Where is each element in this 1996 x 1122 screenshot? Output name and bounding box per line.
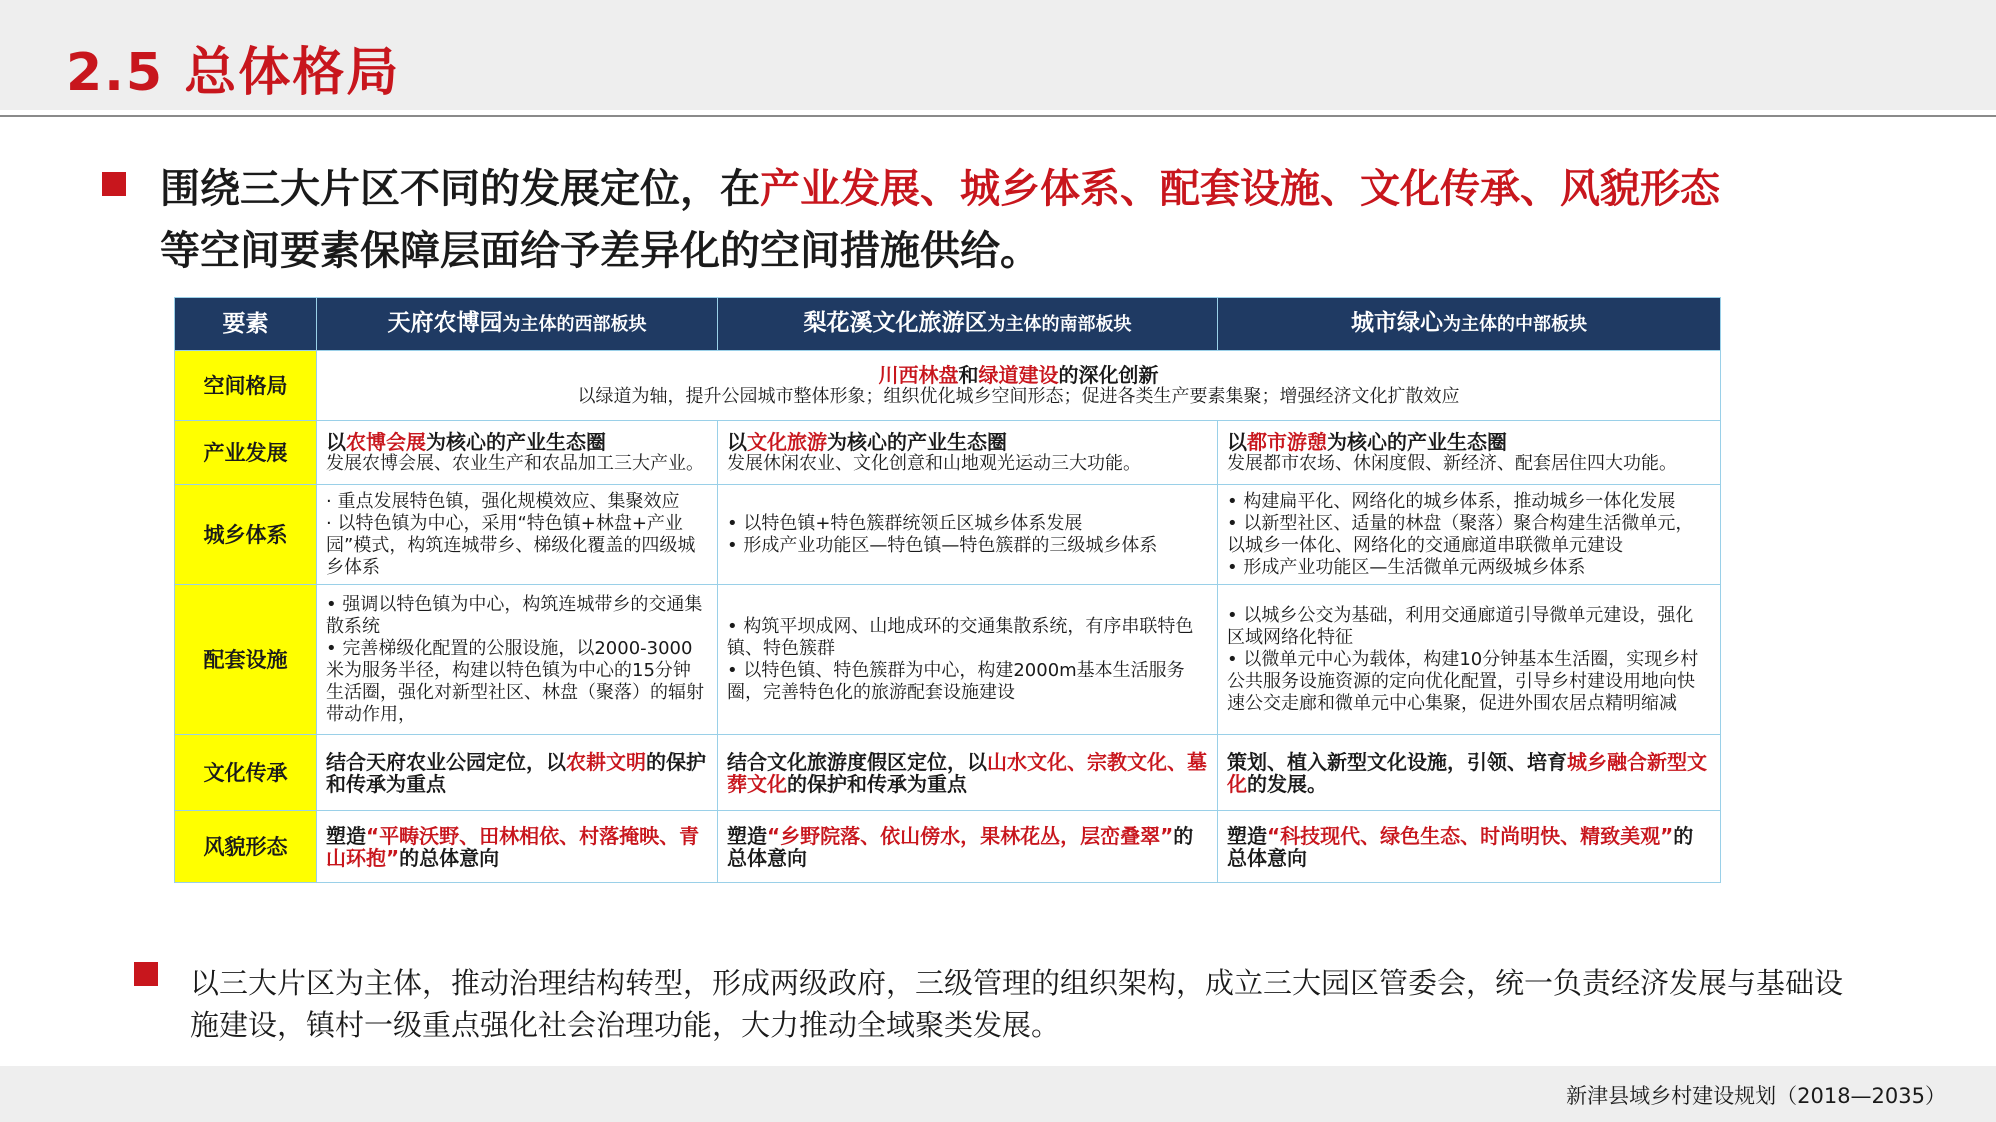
table-row xyxy=(175,485,1721,585)
industry-central-pre: 以 xyxy=(1227,429,1247,454)
system-central-line3: • 形成产业功能区—生活微单元两级城乡体系 xyxy=(1227,556,1586,578)
culture-west xyxy=(317,735,718,811)
facility-west xyxy=(317,585,718,735)
system-south-line1: • 以特色镇+特色簇群统领丘区城乡体系发展 xyxy=(727,512,1083,534)
industry-central-desc: 发展都市农场、休闲度假、新经济、配套居住四大功能。 xyxy=(1227,452,1677,474)
header-south xyxy=(718,298,1218,351)
header-central xyxy=(1218,298,1721,351)
system-west xyxy=(317,485,718,585)
culture-west-pre: 结合天府农业公园定位，以 xyxy=(326,749,566,774)
appearance-west xyxy=(317,811,718,883)
culture-south-pre: 结合文化旅游度假区定位，以 xyxy=(727,749,987,774)
header-west-main: 天府农博园 xyxy=(387,310,503,336)
culture-west-post: 的保护和传承为重点 xyxy=(326,749,706,796)
table-header-row xyxy=(175,298,1721,351)
appearance-west-pre: 塑造 xyxy=(326,823,366,848)
industry-south-pre: 以 xyxy=(727,429,747,454)
industry-central xyxy=(1218,421,1721,485)
appearance-central-pre: 塑造 xyxy=(1227,823,1267,848)
culture-central xyxy=(1218,735,1721,811)
row-head-culture: 文化传承 xyxy=(175,735,317,811)
appearance-central-post: 的总体意向 xyxy=(1227,823,1694,870)
industry-south-post: 为核心的产业生态圈 xyxy=(827,429,1007,454)
header-element-label: 要素 xyxy=(222,311,269,337)
industry-west-desc: 发展农博会展、农业生产和农品加工三大产业。 xyxy=(326,452,704,474)
row-head-appearance: 风貌形态 xyxy=(175,811,317,883)
industry-south-key: 文化旅游 xyxy=(747,429,827,454)
industry-west xyxy=(317,421,718,485)
facility-west-line2: • 完善梯级化配置的公服设施，以2000-3000米为服务半径，构建以特色镇为中心的15分钟生活圈，强化对新型社区、林盘（聚落）的辐射带动作用， xyxy=(326,637,704,725)
header-south-sub: 为主体的南部板块 xyxy=(987,314,1132,335)
table-row xyxy=(175,585,1721,735)
spatial-title xyxy=(326,364,1711,386)
row-head-urban-rural: 城乡体系 xyxy=(175,485,317,585)
culture-south-key: 山水文化、宗教文化、墓葬文化 xyxy=(727,749,1207,796)
appearance-west-key: “平畴沃野、田林相依、村落掩映、青山环抱” xyxy=(326,823,700,870)
footer-caption: 新津县域乡村建设规划（2018—2035） xyxy=(1566,1084,1946,1108)
appearance-west-post: 的总体意向 xyxy=(399,845,500,870)
header-central-main: 城市绿心 xyxy=(1351,310,1443,336)
spatial-title-b: 和 xyxy=(958,362,979,387)
header-west-sub: 为主体的西部板块 xyxy=(502,314,647,335)
system-west-line1: · 重点发展特色镇，强化规模效应、集聚效应 xyxy=(326,490,680,512)
intro-text-start: 围绕三大片区不同的发展定位，在 xyxy=(160,166,760,212)
culture-west-key: 农耕文明 xyxy=(566,749,646,774)
spatial-desc: 以绿道为轴，提升公园城市整体形象；组织优化城乡空间形态；促进各类生产要素集聚；增强经济文化扩散效应 xyxy=(577,385,1460,407)
bottom-paragraph: 以三大片区为主体，推动治理结构转型，形成两级政府，三级管理的组织架构，成立三大园区管委会，统一负责经济发展与基础设施建设，镇村一级重点强化社会治理功能，大力推动全域聚类发展。 xyxy=(190,966,1844,1042)
table-row xyxy=(175,421,1721,485)
spatial-title-a: 川西林盘 xyxy=(878,362,959,387)
industry-south xyxy=(718,421,1218,485)
square-bullet-icon xyxy=(134,962,158,986)
header-central-sub: 为主体的中部板块 xyxy=(1443,314,1587,335)
facility-south xyxy=(718,585,1218,735)
table-row xyxy=(175,811,1721,883)
row-head-facilities: 配套设施 xyxy=(175,585,317,735)
appearance-central-key: “科技现代、绿色生态、时尚明快、精致美观” xyxy=(1267,823,1674,848)
intro-highlight: 产业发展、城乡体系、配套设施、文化传承、风貌形态 xyxy=(760,166,1720,212)
planning-table xyxy=(174,297,1721,883)
header-west xyxy=(317,298,718,351)
appearance-south-post: 的总体意向 xyxy=(727,823,1194,870)
system-south xyxy=(718,485,1218,585)
table-row xyxy=(175,351,1721,421)
culture-central-key: 城乡融合新型文化 xyxy=(1227,749,1707,796)
square-bullet-icon xyxy=(102,172,126,196)
appearance-south-key: “乡野院落、依山傍水，果林花丛，层峦叠翠” xyxy=(767,823,1174,848)
appearance-south xyxy=(718,811,1218,883)
industry-west-pre: 以 xyxy=(326,429,346,454)
page-title: 2.5 总体格局 xyxy=(66,43,401,103)
row-head-spatial: 空间格局 xyxy=(175,351,317,421)
industry-central-key: 都市游憩 xyxy=(1247,429,1327,454)
appearance-south-pre: 塑造 xyxy=(727,823,767,848)
facility-west-line1: • 强调以特色镇为中心，构筑连城带乡的交通集散系统 xyxy=(326,593,703,637)
facility-central xyxy=(1218,585,1721,735)
industry-west-title xyxy=(326,431,708,453)
culture-south-post: 的保护和传承为重点 xyxy=(787,771,967,796)
spatial-title-c: 绿道建设 xyxy=(978,362,1059,387)
facility-south-line2: • 以特色镇、特色簇群为中心，构建2000m基本生活服务圈，完善特色化的旅游配套设施建设 xyxy=(727,659,1185,703)
spatial-title-d: 的深化创新 xyxy=(1058,362,1159,387)
header-divider xyxy=(0,115,1996,117)
culture-central-pre: 策划、植入新型文化设施，引领、培育 xyxy=(1227,749,1567,774)
industry-central-post: 为核心的产业生态圈 xyxy=(1327,429,1507,454)
row-head-industry: 产业发展 xyxy=(175,421,317,485)
industry-south-desc: 发展休闲农业、文化创意和山地观光运动三大功能。 xyxy=(727,452,1141,474)
system-central xyxy=(1218,485,1721,585)
system-central-line1: • 构建扁平化、网络化的城乡体系，推动城乡一体化发展 xyxy=(1227,490,1676,512)
industry-west-post: 为核心的产业生态圈 xyxy=(426,429,606,454)
header-element xyxy=(175,298,317,351)
system-west-line2: · 以特色镇为中心，采用“特色镇+林盘+产业园”模式，构筑连城带乡、梯级化覆盖的四级城乡体系 xyxy=(326,512,696,578)
system-central-line2: • 以新型社区、适量的林盘（聚落）聚合构建生活微单元，以城乡一体化、网络化的交通廊道串联微单元建设 xyxy=(1227,512,1694,556)
culture-central-post: 的发展。 xyxy=(1247,771,1327,796)
appearance-central xyxy=(1218,811,1721,883)
industry-south-title xyxy=(727,431,1208,453)
spatial-pattern-cell xyxy=(317,351,1721,421)
culture-south xyxy=(718,735,1218,811)
facility-central-line1: • 以城乡公交为基础，利用交通廊道引导微单元建设，强化区域网络化特征 xyxy=(1227,604,1694,648)
industry-central-title xyxy=(1227,431,1711,453)
intro-paragraph xyxy=(160,158,1860,282)
header-south-main: 梨花溪文化旅游区 xyxy=(803,310,988,336)
facility-south-line1: • 构筑平坝成网、山地成环的交通集散系统，有序串联特色镇、特色簇群 xyxy=(727,615,1194,659)
facility-central-line2: • 以微单元中心为载体，构建10分钟基本生活圈，实现乡村公共服务设施资源的定向优化配置，引导乡村建设用地向快速公交走廊和微单元中心集聚，促进外围农居点精明缩减 xyxy=(1227,648,1699,714)
system-south-line2: • 形成产业功能区—特色镇—特色簇群的三级城乡体系 xyxy=(727,534,1158,556)
intro-text-end: 等空间要素保障层面给予差异化的空间措施供给。 xyxy=(160,228,1040,274)
table-row xyxy=(175,735,1721,811)
industry-west-key: 农博会展 xyxy=(346,429,426,454)
